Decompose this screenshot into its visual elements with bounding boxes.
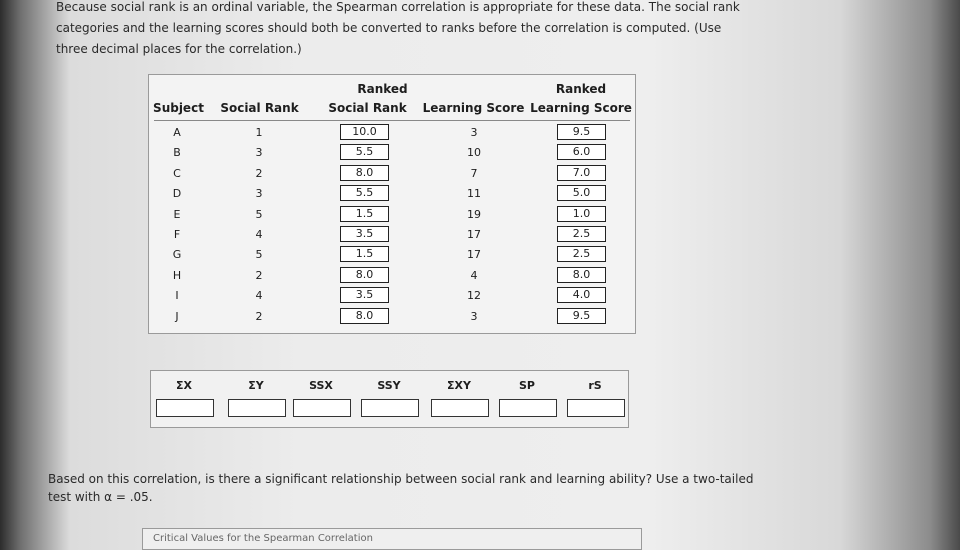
learning-score-cell: 11 <box>467 187 481 201</box>
header-social-rank: Social Rank <box>220 101 299 115</box>
header-subject: Subject <box>153 101 204 115</box>
subject-cell: J <box>175 309 179 323</box>
learning-score-cell: 12 <box>467 289 481 303</box>
ranked-social-rank-input[interactable]: 1.5 <box>340 246 389 262</box>
social-rank-cell: 3 <box>255 187 263 201</box>
social-rank-cell: 5 <box>255 207 263 221</box>
header-ranked-social-rank: Social Rank <box>328 101 407 115</box>
header-ranked-1: Ranked <box>357 82 408 96</box>
ranked-social-rank-input[interactable]: 8.0 <box>340 267 389 283</box>
ranked-social-rank-input[interactable]: 5.5 <box>340 185 389 201</box>
critical-values-panel[interactable] <box>142 528 642 550</box>
ranked-learning-score-input[interactable]: 9.5 <box>557 124 606 140</box>
ranked-social-rank-input[interactable]: 1.5 <box>340 206 389 222</box>
header-learning-score: Learning Score <box>422 101 525 115</box>
social-rank-cell: 2 <box>255 309 263 323</box>
header-divider <box>154 120 630 121</box>
sp-label: SP <box>519 379 535 392</box>
ranked-learning-score-input[interactable]: 2.5 <box>557 246 606 262</box>
ranked-social-rank-input[interactable]: 10.0 <box>340 124 389 140</box>
social-rank-cell: 2 <box>255 166 263 180</box>
r-s-input[interactable] <box>567 399 625 417</box>
sum-x-label: ΣX <box>176 379 192 392</box>
ranked-social-rank-input[interactable]: 5.5 <box>340 144 389 160</box>
header-ranked-2: Ranked <box>555 82 607 96</box>
social-rank-cell: 1 <box>255 126 263 139</box>
ranked-social-rank-input[interactable]: 3.5 <box>340 226 389 242</box>
subject-cell: B <box>173 146 181 160</box>
learning-score-cell: 7 <box>470 166 478 180</box>
ss-x-label: SSX <box>309 379 333 392</box>
subject-cell: H <box>172 268 182 282</box>
social-rank-cell: 4 <box>255 289 263 303</box>
subject-cell: G <box>172 248 182 262</box>
ranked-social-rank-input[interactable]: 8.0 <box>340 308 389 324</box>
ss-x-input[interactable] <box>293 399 351 417</box>
ranked-learning-score-input[interactable]: 2.5 <box>557 226 606 242</box>
learning-score-cell: 3 <box>470 309 478 323</box>
learning-score-cell: 3 <box>470 126 478 139</box>
subject-cell: E <box>173 207 181 221</box>
r-s-label: rS <box>588 379 602 392</box>
learning-score-cell: 19 <box>467 207 481 221</box>
subject-cell: F <box>173 228 181 241</box>
learning-score-cell: 4 <box>470 268 478 282</box>
ranked-learning-score-input[interactable]: 5.0 <box>557 185 606 201</box>
learning-score-cell: 17 <box>467 228 481 241</box>
data-table <box>148 74 636 334</box>
subject-cell: I <box>175 289 179 303</box>
social-rank-cell: 4 <box>255 228 263 241</box>
ss-y-label: SSY <box>377 379 401 392</box>
subject-cell: A <box>173 126 181 139</box>
ranked-learning-score-input[interactable]: 6.0 <box>557 144 606 160</box>
ranked-learning-score-input[interactable]: 8.0 <box>557 267 606 283</box>
instructions-text: Because social rank is an ordinal variable, the Spearman correlation is appropriate for these data. The social rank categories and the learning scores should both be converted to ranks before the correlation is computed. (Use three decimal places for the correlation.) <box>56 0 740 56</box>
ranked-learning-score-input[interactable]: 1.0 <box>557 206 606 222</box>
learning-score-cell: 10 <box>467 146 481 160</box>
header-ranked-learning-score: Learning Score <box>530 101 632 115</box>
summary-panel <box>150 370 629 428</box>
sum-xy-input[interactable] <box>431 399 489 417</box>
sum-y-input[interactable] <box>228 399 286 417</box>
subject-cell: D <box>172 187 182 201</box>
sum-xy-label: ΣXY <box>447 379 471 392</box>
learning-score-cell: 17 <box>467 248 481 262</box>
critical-values-label: Critical Values for the Spearman Correlation <box>153 533 373 544</box>
ranked-learning-score-input[interactable]: 9.5 <box>557 308 606 324</box>
ranked-learning-score-input[interactable]: 4.0 <box>557 287 606 303</box>
ranked-social-rank-input[interactable]: 8.0 <box>340 165 389 181</box>
ranked-learning-score-input[interactable]: 7.0 <box>557 165 606 181</box>
sum-x-input[interactable] <box>156 399 214 417</box>
ss-y-input[interactable] <box>361 399 419 417</box>
ranked-social-rank-input[interactable]: 3.5 <box>340 287 389 303</box>
question-text: Based on this correlation, is there a significant relationship between social rank and learning ability? Use a two-tailed test with α = .05. <box>48 472 754 504</box>
social-rank-cell: 2 <box>255 268 263 282</box>
subject-cell: C <box>173 166 181 180</box>
social-rank-cell: 5 <box>255 248 263 262</box>
social-rank-cell: 3 <box>255 146 263 160</box>
sum-y-label: ΣY <box>248 379 264 392</box>
sp-input[interactable] <box>499 399 557 417</box>
